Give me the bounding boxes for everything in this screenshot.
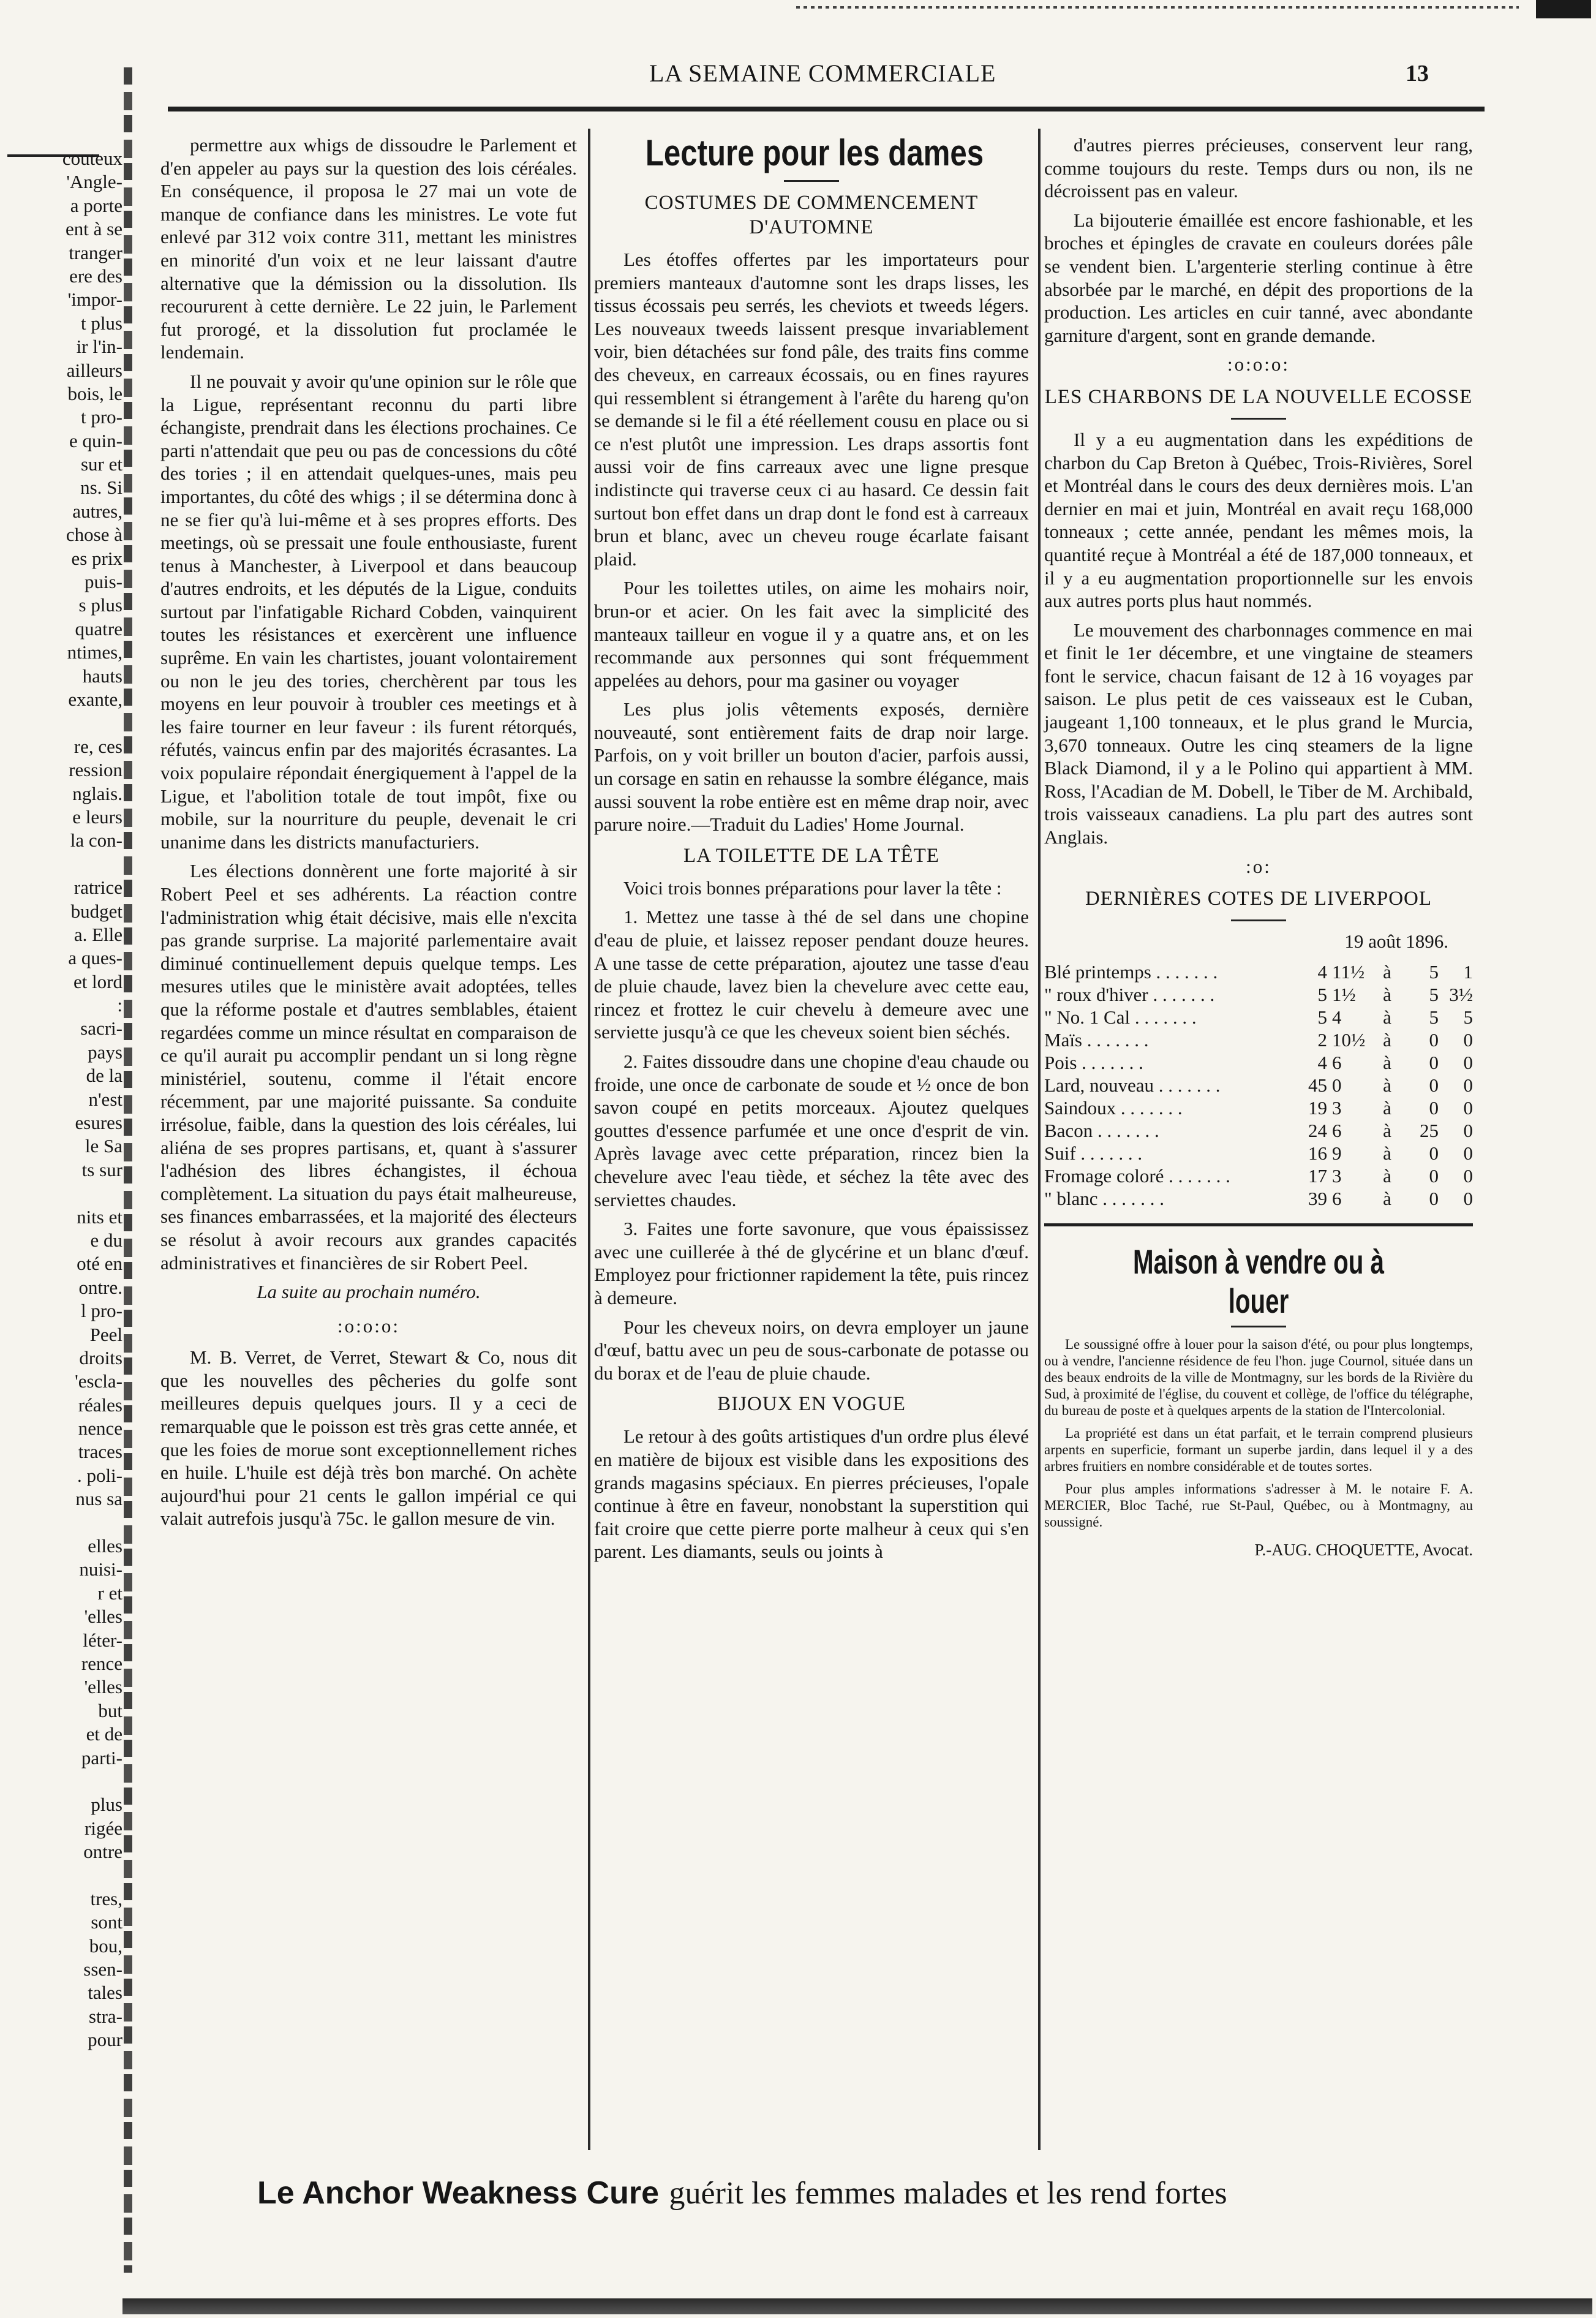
margin-fragment: e du xyxy=(90,1229,122,1251)
margin-fragment: couteux xyxy=(62,148,122,169)
price-value: 2 xyxy=(1317,1029,1327,1051)
price-value: 3½ xyxy=(1449,983,1473,1005)
price-value: 0 xyxy=(1429,1074,1439,1096)
price-row xyxy=(1044,1142,1473,1165)
margin-fragment: a porte xyxy=(70,194,122,216)
margin-fragment xyxy=(0,1770,122,1793)
price-item: Saindoux . . . . . . . xyxy=(1044,1097,1183,1119)
bijoux-continued-body xyxy=(1044,134,1473,347)
page-header-title: LA SEMAINE COMMERCIALE xyxy=(649,59,996,87)
margin-fragment: e leurs xyxy=(72,806,122,828)
section-charbons-title: LES CHARBONS DE LA NOUVELLE ECOSSE xyxy=(1044,385,1473,408)
margin-fragment: but xyxy=(98,1699,122,1721)
price-item: Suif . . . . . . . xyxy=(1044,1142,1143,1164)
price-value: 6 xyxy=(1332,1051,1342,1073)
margin-fragment: ts sur xyxy=(81,1158,122,1180)
price-value: 0 xyxy=(1429,1187,1439,1209)
price-value: à xyxy=(1383,961,1391,983)
price-value: 45 xyxy=(1308,1074,1327,1096)
margin-fragment: ssen- xyxy=(83,1958,122,1980)
price-value: 0 xyxy=(1463,1097,1473,1119)
charbons-paragraph-2: Le mouvement des charbonnages commence en mai et finit le 1er décembre, et une vingtaine de steamers font le service, chacun faisant de 12 à 16 voyages par saison. Le plus petit de ces vaisseaux est le Cuban, jaugeant 1,100 tonneaux, et le plus grand le Murcia, 3,670 tonneaux. Outre les cinq steamers de la ligne Black Diamond, il y a le Polino qui appartient à MM. Ross, l'Acadian de M. Dobell, le Tiber de M. Archibald, trois vaisseaux canadiens. La plu part des autres sont Anglais. xyxy=(1044,619,1473,848)
price-value: 4 xyxy=(1332,1006,1342,1028)
price-value: à xyxy=(1383,1097,1391,1119)
margin-fragment: Peel xyxy=(89,1323,122,1345)
verret-paragraph: M. B. Verret, de Verret, Stewart & Co, nous dit que les nouvelles des pêcheries du golfe sont meilleures depuis quelques jours. Il y a ceci de remarquable que le poisson est très gras cette année, et que les foies de morue sont exceptionnellement riches en huile. L'huile est déjà très bon marché. On achète aujourd'hui pour 21 cents le gallon impérial ce qui valait autrefois jusqu'à 75c. le gallon mesure de vin. xyxy=(160,1346,577,1530)
bijoux-cont-paragraph-1: d'autres pierres précieuses, conservent leur rang, comme toujours du reste. Temps durs ou non, ils ne décroissent pas en valeur. xyxy=(1044,134,1473,202)
previous-page-margin-text xyxy=(0,147,122,2052)
price-value: 3 xyxy=(1332,1097,1342,1119)
margin-fragment: stra- xyxy=(88,2005,122,2027)
price-value: à xyxy=(1383,1029,1391,1051)
price-value: 1½ xyxy=(1332,983,1356,1005)
margin-fragment: quatre xyxy=(75,617,122,640)
margin-fragment: ailleurs xyxy=(66,359,122,381)
to-be-continued: La suite au prochain numéro. xyxy=(257,1281,481,1303)
price-row xyxy=(1044,1119,1473,1142)
bijoux-paragraph-1: Le retour à des goûts artistiques d'un ordre plus élevé en matière de bijoux est visible dans les expositions des grands magasins spéciaux. En pierres précieuses, l'opale continue à être en faveur, nonobstant la superstition qui fait croire que cette pierre porte malheur à ceux qui s'en parent. Les diamants, seuls ou joints à xyxy=(594,1425,1029,1563)
price-value: 25 xyxy=(1420,1119,1439,1141)
margin-fragment: droits xyxy=(79,1346,122,1369)
price-row xyxy=(1044,983,1473,1006)
price-item: Fromage coloré . . . . . . . xyxy=(1044,1165,1230,1187)
price-value: à xyxy=(1383,1187,1391,1209)
margin-fragment: ent à se xyxy=(66,218,122,240)
price-value: 0 xyxy=(1463,1165,1473,1187)
margin-fragment: léter- xyxy=(83,1629,122,1651)
section-costumes-title: COSTUMES DE COMMENCEMENT D'AUTOMNE xyxy=(644,192,979,238)
margin-fragment: : xyxy=(117,994,122,1016)
price-value: 9 xyxy=(1332,1142,1342,1164)
margin-fragment: ntimes, xyxy=(67,641,122,663)
col1-paragraph-1: permettre aux whigs de dissoudre le Parlement et d'en appeler au pays sur la question des lois céréales. En conséquence, il proposa le 27 mai un vote de manque de confiance dans les ministres. Le vote fut enlevé par 312 voix contre 311, mettant les ministres en minorité d'un voix et ne leur laissant d'autre alternative que la démission ou la dissolution. Ils recoururent à cette dernière. Le 22 juin, le Parlement fut prorogé, et la dissolution fut proclamée le lendemain. xyxy=(160,134,577,363)
section-toilette-title: LA TOILETTE DE LA TÊTE xyxy=(683,844,939,867)
house-ad-body xyxy=(1044,1336,1473,1530)
footer-advertisement xyxy=(257,2175,1482,2211)
price-item: " blanc . . . . . . . xyxy=(1044,1187,1165,1209)
margin-fragment: exante, xyxy=(68,688,122,710)
price-item: " roux d'hiver . . . . . . . xyxy=(1044,983,1215,1005)
margin-fragment: autres, xyxy=(72,500,122,522)
margin-fragment: rence xyxy=(81,1653,122,1674)
price-value: 39 xyxy=(1308,1187,1327,1209)
margin-fragment: a ques- xyxy=(68,947,122,969)
margin-fragment xyxy=(0,1864,122,1887)
price-value: 17 xyxy=(1308,1165,1327,1187)
price-item: Maïs . . . . . . . xyxy=(1044,1029,1149,1051)
margin-fragment xyxy=(0,853,122,876)
price-value: 0 xyxy=(1463,1187,1473,1209)
section-bijoux-body xyxy=(594,1425,1029,1563)
column-divider-1 xyxy=(588,129,590,2150)
page-number: 13 xyxy=(1406,61,1429,86)
cotes-rule xyxy=(1231,919,1286,921)
liverpool-price-table xyxy=(1044,961,1473,1210)
price-value: 5 xyxy=(1429,983,1439,1005)
margin-fragment: re, ces xyxy=(73,735,122,757)
price-value: 0 xyxy=(1463,1074,1473,1096)
margin-fragment: ratrice xyxy=(73,877,122,899)
section-bijoux-title: BIJOUX EN VOGUE xyxy=(717,1393,906,1416)
margin-fragment: r et xyxy=(97,1582,122,1604)
ad-top-rule xyxy=(1044,1223,1473,1226)
cotes-date: 19 août 1896. xyxy=(1344,931,1448,953)
margin-fragment: nglais. xyxy=(72,782,122,804)
price-row xyxy=(1044,1097,1473,1119)
price-item: Bacon . . . . . . . xyxy=(1044,1119,1159,1141)
price-value: 19 xyxy=(1308,1097,1327,1119)
price-value: 5 xyxy=(1429,961,1439,983)
margin-fragment: l pro- xyxy=(80,1300,122,1322)
footer-ad-text: guérit les femmes malades et les rend fortes xyxy=(669,2176,1227,2211)
column-3 xyxy=(1044,134,1473,1561)
price-value: 0 xyxy=(1429,1165,1439,1187)
price-row xyxy=(1044,1051,1473,1074)
price-value: 3 xyxy=(1332,1165,1342,1187)
col1-paragraph-2: Il ne pouvait y avoir qu'une opinion sur le rôle que la Ligue, représentant reconnu du parti libre échangiste, prendrait dans les élections prochaines. Ce parti n'attendait que peu ou pas de concessions du côté des tories ; il en attendait quelques-unes, mais peu importantes, du côté des whigs ; il se détermina donc à ne se fier qu'à lui-même et à ses propres efforts. Des meetings, où se pressait une foule enthousiaste, furent tenus à Manchester, à Liverpool et dans beaucoup d'autres endroits, et les députés de la Ligue, conduits surtout par l'infatigable Richard Cobden, vainquirent toutes les résistances et exercèrent une influence suprême. En vain les chartistes, jouant volontairement ou non le jeu des tories, cherchèrent par tous les moyens en leur pouvoir à troubler ces meetings et à les faire tourner en leur faveur : ils furent rétorqués, réfutés, vaincus enfin par des majorités écrasantes. La voix populaire répondait énergiquement à l'appel de la Ligue, et l'abolition totale de tout impôt, fixe ou mobile, sur la nourriture du peuple, devenait le cri unanime dans les districts manufacturiers. xyxy=(160,370,577,853)
price-value: à xyxy=(1383,1165,1391,1187)
margin-fragment: rigée xyxy=(85,1817,122,1839)
margin-fragment: tranger xyxy=(69,241,122,263)
margin-fragment: bois, le xyxy=(67,382,122,404)
charbons-paragraph-1: Il y a eu augmentation dans les expéditions de charbon du Cap Breton à Québec, Trois-Rivières, Sorel et Montréal dans le cours des deux dernières mois. L'an dernier en mai et juin, Montréal en avait reçu 168,000 tonneaux ; cette année, pendant les mêmes mois, la quantité reçue à Montréal a été de 187,000 tonneaux, et il y a eu augmentation proportionnelle sur les envois aux autres ports plus haut nommés. xyxy=(1044,428,1473,612)
margin-fragment: 'escla- xyxy=(75,1370,122,1392)
column-1 xyxy=(160,134,577,1536)
margin-fragment: budget xyxy=(70,900,122,922)
price-row xyxy=(1044,1074,1473,1097)
price-item: Pois . . . . . . . xyxy=(1044,1051,1143,1073)
price-value: 11½ xyxy=(1332,961,1365,983)
toilette-paragraph-4: 3. Faites une forte savonure, que vous épaississez avec une cuillerée à thé de glycérine et un blanc d'œuf. Employez pour frictionner rapidement la tête, puis rincez à demeure. xyxy=(594,1218,1029,1308)
top-edge-noise xyxy=(796,6,1519,9)
price-value: à xyxy=(1383,1006,1391,1028)
col1-paragraph-3: Les élections donnèrent une forte majorité à sir Robert Peel et ses adhérents. La réaction contre l'administration whig était décisive, mais elle n'excita pas grande surprise. La majorité parlementaire avait diminué continuellement depuis quelque temps. Les mesures utiles que le ministère avait adoptées, telles que la réforme postale et d'autres semblables, étaient regardées comme un mince résultat en comparaison de ce qu'il aurait pu accomplir pendant un si long règne ministériel, soutenu, comme il l'était encore récemment, par une majorité puissante. Sa conduite irrésolue, faible, dans la question des lois céréales, lui aliéna de ses propres partisans, et, quant à s'assurer l'adhésion des libres échangistes, il échoua complètement. La situation du pays était malheureuse, ses finances embarrassées, et la majorité des électeurs se résolut à avoir recours aux grandes capacités administratives et financières de sir Robert Peel. xyxy=(160,860,577,1274)
margin-fragment: réales xyxy=(78,1394,122,1416)
footer-ad-brand: Le Anchor Weakness Cure xyxy=(257,2175,659,2211)
col3-separator-1: :o:o:o: xyxy=(1227,353,1290,376)
house-ad-title: Maison à vendre ou à louer xyxy=(1132,1242,1385,1320)
charbons-rule xyxy=(1231,418,1286,420)
price-value: 4 xyxy=(1317,961,1327,983)
margin-fragment: sont xyxy=(91,1911,122,1933)
margin-fragment xyxy=(0,1182,122,1205)
margin-fragment: la con- xyxy=(70,829,122,851)
margin-fragment: nence xyxy=(78,1418,122,1440)
price-row xyxy=(1044,1165,1473,1187)
ad-paragraph-2: La propriété est dans un état parfait, et le terrain comprend plusieurs arpents en superficie, formant un superbe jardin, dans lequel il y a des arbres fruitiers en nombre considérable et de toutes sortes. xyxy=(1044,1425,1473,1474)
margin-fragment: ns. Si xyxy=(80,477,122,499)
price-row xyxy=(1044,1006,1473,1029)
price-value: 16 xyxy=(1308,1142,1327,1164)
margin-fragment: parti- xyxy=(81,1746,122,1769)
price-value: 0 xyxy=(1332,1074,1342,1096)
margin-fragment: es prix xyxy=(71,547,122,569)
margin-fragment: tres, xyxy=(90,1887,122,1909)
col3-separator-2: :o: xyxy=(1246,855,1271,877)
margin-fragment: e quin- xyxy=(69,429,122,451)
margin-fragment: le Sa xyxy=(85,1135,122,1157)
price-item: Blé printemps . . . . . . . xyxy=(1044,961,1218,983)
binding-edge xyxy=(124,67,132,2273)
section-cotes-title: DERNIÈRES COTES DE LIVERPOOL xyxy=(1085,888,1432,910)
margin-fragment: ression xyxy=(69,759,122,781)
margin-fragment: bou, xyxy=(89,1935,122,1957)
price-value: 5 xyxy=(1463,1006,1473,1028)
price-value: 1 xyxy=(1463,961,1473,983)
margin-fragment: sur et xyxy=(80,453,122,475)
ad-paragraph-3: Pour plus amples informations s'adresser à M. le notaire F. A. MERCIER, Bloc Taché, rue St-Paul, Québec, ou à Montmagny, au soussigné. xyxy=(1044,1481,1473,1530)
price-row xyxy=(1044,1029,1473,1051)
price-value: 6 xyxy=(1332,1187,1342,1209)
margin-fragment: ere des xyxy=(69,265,122,287)
margin-fragment: 'Angle- xyxy=(66,171,122,193)
price-value: 6 xyxy=(1332,1119,1342,1141)
margin-fragment: . poli- xyxy=(77,1464,122,1486)
margin-fragment: de la xyxy=(86,1065,122,1087)
price-value: 24 xyxy=(1308,1119,1327,1141)
column-divider-2 xyxy=(1038,129,1041,2150)
column-2 xyxy=(594,129,1029,1569)
costumes-paragraph-1: Les étoffes offertes par les importateurs pour premiers manteaux d'automne sont les draps lisses, les tissus écossais peu serrés, les cheviots et tweeds légers. Les nouveaux tweeds laissent presque invariablement voir, bien détachées sur fond pâle, des traits fins comme des cheveux, en carreaux écossais, ou en fines rayures qui ressemblent si étrangement à l'arête du hareng qu'on se demande si le fil a été réellement cousu en place ou si ce n'est plutôt une impression. Les draps assortis font aussi voir de fins carreaux avec une ligne presque indistincte qui traverse ceux ci au hasard. Ce dessin fait surtout bon effet dans un drap dont le fond est à carreaux brun et blanc, avec un cheveu rouge écarlate faisant plaid. xyxy=(594,249,1029,570)
price-value: 0 xyxy=(1429,1142,1439,1164)
price-value: 10½ xyxy=(1332,1029,1366,1051)
price-value: 5 xyxy=(1317,1006,1327,1028)
margin-fragment: esures xyxy=(75,1112,122,1134)
ladies-reading-headline: Lecture pour les dames xyxy=(645,132,984,173)
toilette-paragraph-1: Voici trois bonnes préparations pour laver la tête : xyxy=(623,877,1002,899)
margin-fragment: a. Elle xyxy=(73,923,122,945)
margin-fragment: elles xyxy=(88,1535,122,1557)
margin-fragment xyxy=(0,711,122,734)
price-value: à xyxy=(1383,1119,1391,1141)
ad-paragraph-1: Le soussigné offre à louer pour la saison d'été, ou pour plus longtemps, ou à vendre, l'ancienne résidence de feu l'hon. juge Cournol, située dans un des beaux endroits de la ville de Montmagny, sur les bords de la Rivière du Sud, à proximité de l'église, du couvent et collège, de l'office du télégraphe, du bureau de poste et à quelques arpents de la station de l'Intercolonial. xyxy=(1044,1336,1473,1418)
margin-fragment: t pro- xyxy=(80,406,122,428)
ad-title-rule xyxy=(1231,1326,1286,1327)
price-value: 0 xyxy=(1429,1029,1439,1051)
margin-fragment: puis- xyxy=(85,571,122,593)
price-item: " No. 1 Cal . . . . . . . xyxy=(1044,1006,1197,1028)
price-value: 4 xyxy=(1317,1051,1327,1073)
margin-fragment: tales xyxy=(88,1982,122,2004)
margin-fragment: oté en xyxy=(77,1253,122,1275)
margin-fragment: 'elles xyxy=(84,1676,122,1698)
price-value: 0 xyxy=(1463,1119,1473,1141)
price-value: 5 xyxy=(1317,983,1327,1005)
section-charbons-body xyxy=(1044,428,1473,849)
col1-article-body xyxy=(160,134,577,1274)
costumes-paragraph-3: Les plus jolis vêtements exposés, dernière nouveauté, sont entièrement faits de drap noir large. Parfois, on y voit briller un bouton d'acier, parfois aussi, un corsage en satin en rehausse la sombre élégance, mais aussi souvent la robe entière est en même drap noir, avec parure noire.—Traduit du Ladies' Home Journal. xyxy=(594,698,1029,836)
margin-fragment: sacri- xyxy=(80,1017,122,1040)
margin-fragment: pays xyxy=(88,1041,122,1063)
price-item: Lard, nouveau . . . . . . . xyxy=(1044,1074,1221,1096)
margin-fragment: t plus xyxy=(80,312,122,334)
margin-fragment: plus xyxy=(91,1794,122,1816)
bottom-scan-edge xyxy=(122,2298,1592,2314)
price-row xyxy=(1044,961,1473,983)
section-costumes-body xyxy=(594,248,1029,836)
ad-signature: P.-AUG. CHOQUETTE, Avocat. xyxy=(1254,1540,1473,1559)
corner-mark xyxy=(1536,0,1591,18)
margin-fragment: hauts xyxy=(82,665,122,687)
col1-separator: :o:o:o: xyxy=(337,1315,400,1337)
price-value: à xyxy=(1383,1051,1391,1073)
section-toilette-body xyxy=(594,877,1029,1384)
margin-fragment: et de xyxy=(86,1723,122,1745)
price-value: à xyxy=(1383,1074,1391,1096)
margin-fragment: nuisi- xyxy=(79,1558,122,1580)
price-value: 0 xyxy=(1463,1051,1473,1073)
price-value: à xyxy=(1383,983,1391,1005)
margin-fragment: 'impor- xyxy=(67,289,122,311)
margin-fragment: pour xyxy=(88,2029,122,2051)
price-value: à xyxy=(1383,1142,1391,1164)
headline-rule xyxy=(784,180,839,182)
margin-fragment: 'elles xyxy=(84,1606,122,1628)
price-value: 0 xyxy=(1429,1051,1439,1073)
margin-fragment: s plus xyxy=(78,594,122,616)
margin-fragment: ontre. xyxy=(78,1276,122,1298)
toilette-paragraph-2: 1. Mettez une tasse à thé de sel dans une chopine d'eau de pluie, et laissez reposer pendant douze heures. A une tasse de cette préparation, ajoutez une tasse d'eau de pluie chaude, lavez bien la chevelure avec cette eau, rincez et frottez le cuir chevelu à demeure avec une serviette jusqu'à ce que les cheveux soient bien séchés. xyxy=(594,906,1029,1043)
bijoux-cont-paragraph-2: La bijouterie émaillée est encore fashionable, et les broches et épingles de cravate en couleurs dorées pâle se vendent bien. L'argenterie sterling continue à être absorbée par le marché, en dépit des proportions de la production. Les articles en cuir tanné, avec abondante garniture d'argent, sont en grande demande. xyxy=(1044,209,1473,346)
toilette-paragraph-3: 2. Faites dissoudre dans une chopine d'eau chaude ou froide, une once de carbonate de soude et ½ once de bon savon coupé en petits morceaux. Ajoutez quelques gouttes d'essence parfumée et une once d'esprit de vin. Après lavage avec cette préparation, rincez bien la chevelure avec l'eau tiède, et séchez la tête avec des serviettes chaudes. xyxy=(594,1051,1029,1210)
costumes-paragraph-2: Pour les toilettes utiles, on aime les mohairs noir, brun-or et acier. On les fait avec la simplicité des manteaux tailleur en vogue il y a quatre ans, et on les recommande aux personnes qui sont fréquemment appelées au dehors, pour ma gasiner ou voyager xyxy=(594,577,1029,691)
margin-fragment: n'est xyxy=(88,1088,122,1110)
price-row xyxy=(1044,1187,1473,1210)
margin-fragment: nits et xyxy=(77,1206,122,1228)
margin-fragment: et lord xyxy=(73,970,122,992)
toilette-paragraph-5: Pour les cheveux noirs, on devra employer un jaune d'œuf, battu avec un peu de sous-carbonate de potasse ou du borax et de l'eau de pluie chaude. xyxy=(594,1316,1029,1384)
price-value: 0 xyxy=(1463,1142,1473,1164)
price-value: 5 xyxy=(1429,1006,1439,1028)
margin-fragment: nus sa xyxy=(75,1488,122,1510)
margin-fragment: ontre xyxy=(83,1841,122,1863)
margin-fragment xyxy=(0,1511,122,1535)
margin-fragment: ir l'in- xyxy=(76,336,122,358)
margin-fragment: traces xyxy=(78,1441,122,1463)
header-rule xyxy=(168,107,1485,111)
price-value: 0 xyxy=(1429,1097,1439,1119)
price-value: 0 xyxy=(1463,1029,1473,1051)
margin-fragment: chose à xyxy=(66,524,122,546)
